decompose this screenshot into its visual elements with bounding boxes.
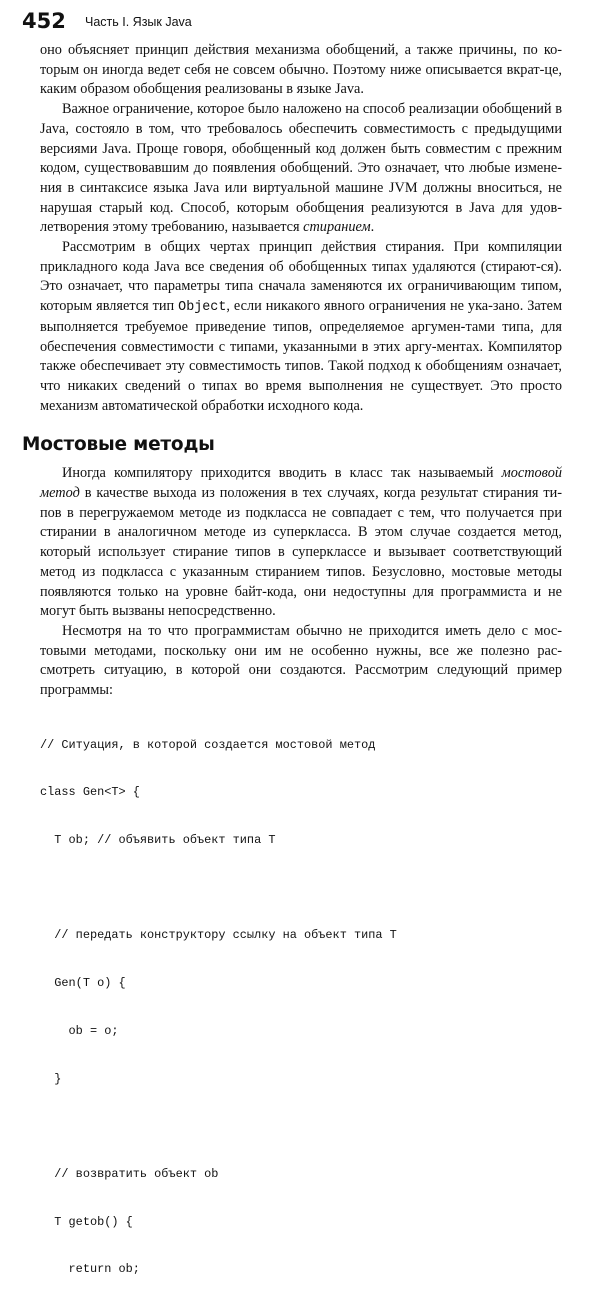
code-listing [40, 706, 562, 1310]
code-line [40, 881, 562, 897]
paragraph-bridge-intro: Иногда компилятору приходится вводить в класс так называемый мостовой метод в качестве выхода из положения в тех случаях, когда результат стирания ти-пов в перегружаемом методе из подкласса не совпадает с тем, что получается при стирании в аналогичном методе из суперкласса. В этом случае создается метод, который использует стирание типов в суперклассе и вызывает соответствующий метод из подкласса с указанным стиранием типов. Безусловно, мостовые методы появляются только на уровне байт-кода, они недоступны для программиста и не могут быть вызваны непосредственно. [40, 465, 562, 620]
code-line: T getob() { [40, 1214, 133, 1229]
inline-code-object: Object [178, 300, 227, 316]
code-line: return ob; [40, 1262, 140, 1277]
code-line: // Ситуация, в которой создается мостовой метод [40, 737, 376, 752]
code-line: class Gen<T> { [40, 785, 140, 800]
code-line: // возвратить объект ob [40, 1167, 219, 1182]
code-line [40, 1119, 562, 1135]
page-number: 452 [22, 9, 66, 33]
term-erasure: стиранием [303, 219, 371, 236]
code-line: } [40, 1071, 62, 1086]
term-bridge-method: мостовой метод [40, 465, 562, 502]
code-line: // передать конструктору ссылку на объект типа T [40, 928, 397, 943]
paragraph-erasure: Рассмотрим в общих чертах принцип действия стирания. При компиляции прикладного кода Java все сведения об обобщенных типах удаляются (стирают-ся). Это означает, что параметры типа сначала заменяются их ограничивающим типом, которым является тип Object, если никакого явного ограничения не ука-зано. Затем выполняется требуемое приведение типов, определяемое аргумен-тами типа, для обеспечения совместимости с типами, указанными в этих аргу-ментах. Компилятор также обеспечивает эту совместимость типов. Такой подход к обобщениям означает, что никаких сведений о типах во время выполнения не существует. Это просто механизм автоматической обработки исходного кода. [40, 239, 563, 414]
section-heading: Мостовые методы [22, 434, 215, 456]
page-body [22, 41, 563, 1310]
code-line: T ob; // объявить объект типа T [40, 833, 276, 848]
paragraph-compatibility: Важное ограничение, которое было наложено на способ реализации обобщений в Java, состояло в том, что требовалось обеспечить совместимость с предыдущими версиями Java. Проще говоря, обобщенный код должен быть совместим с прежним кодом, существовавшим до появления обобщений. Это означает, что любые измене-ния в синтаксисе языка Java или виртуальной машине JVM должны вноситься, не нарушая старый код. Способ, которым обобщения реализуются в Java для удов-летворения этому требованию, называется стиранием. [40, 101, 562, 236]
paragraph-bridge-example: Несмотря на то что программистам обычно не приходится иметь дело с мос-товыми методами, поскольку они им не особенно нужны, все же полезно рас-смотреть ситуацию, в которой они создаются. Рассмотрим следующий пример программы: [40, 622, 562, 699]
paragraph-continuation: оно объясняет принцип действия механизма обобщений, а также причины, по ко-торым он иногда ведет себя не совсем обычно. Поэтому ниже описывается вкрат-це, каким образом обобщения реализованы в языке Java. [40, 42, 562, 98]
page-header [22, 8, 582, 38]
code-line: Gen(T o) { [40, 976, 126, 991]
code-line: ob = o; [40, 1023, 119, 1038]
running-title: Часть I. Язык Java [85, 15, 192, 29]
